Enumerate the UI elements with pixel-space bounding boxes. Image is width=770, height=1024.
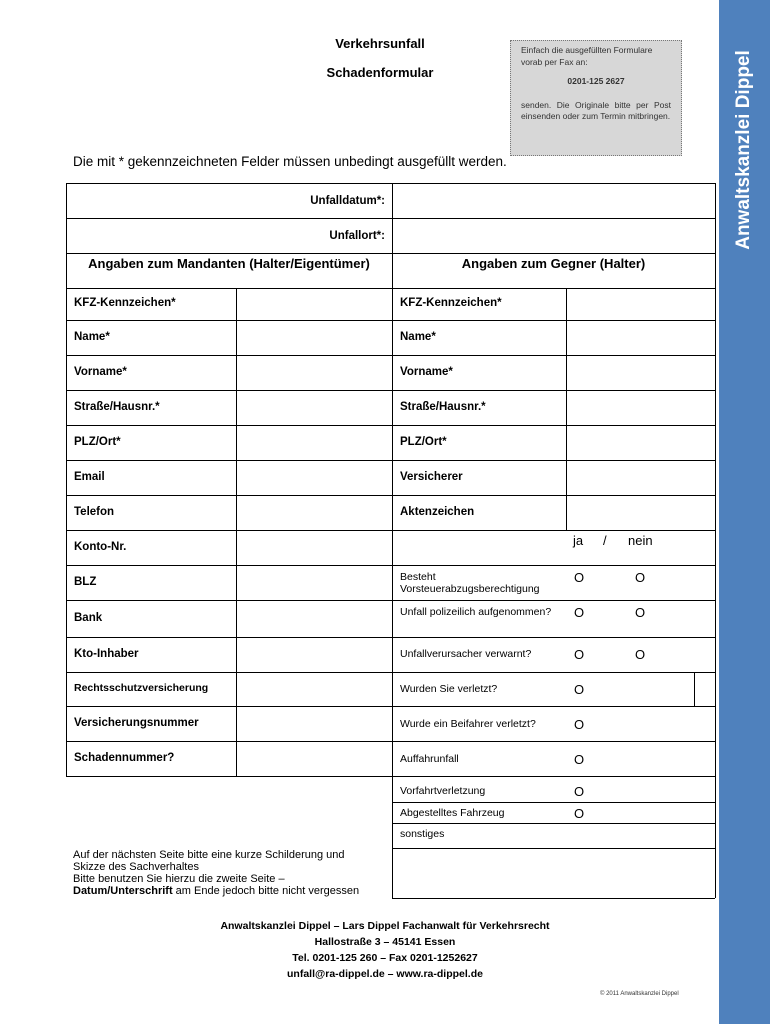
table-line — [392, 848, 715, 849]
question-label: Auffahrunfall — [400, 753, 459, 765]
doc-subtitle: Schadenformular — [326, 65, 434, 80]
question-label: Wurden Sie verletzt? — [400, 683, 498, 695]
client-field-label: Bank — [74, 612, 103, 624]
no-radio[interactable]: O — [635, 570, 646, 585]
client-field-label: Kto-Inhaber — [74, 648, 139, 660]
fax-info-box — [510, 40, 682, 156]
yes-radio[interactable]: O — [574, 806, 585, 821]
table-line — [66, 495, 715, 496]
accident-date-field[interactable] — [394, 185, 713, 216]
opponent-field-input[interactable] — [568, 497, 713, 528]
brand-vertical-title — [719, 0, 770, 260]
table-line — [66, 288, 715, 289]
table-line — [392, 802, 715, 803]
table-line — [66, 637, 715, 638]
question-label: Unfallverursacher verwarnt? — [400, 648, 532, 660]
table-line — [566, 288, 567, 530]
footer-line: Anwaltskanzlei Dippel – Lars Dippel Fachanwalt für Verkehrsrecht — [220, 920, 550, 932]
table-line — [715, 183, 716, 898]
client-field-label: Vorname* — [74, 366, 127, 378]
client-field-input[interactable] — [238, 708, 390, 739]
table-line — [66, 390, 715, 391]
client-field-input[interactable] — [238, 392, 390, 423]
table-line — [66, 218, 715, 219]
client-section-header: Angaben zum Mandanten (Halter/Eigentümer) — [88, 256, 370, 271]
question-label: Wurde ein Beifahrer verletzt? — [400, 718, 536, 730]
slash-label: / — [603, 533, 607, 548]
opponent-field-label: Versicherer — [400, 471, 463, 483]
note-line: Auf der nächsten Seite bitte eine kurze Schilderung und — [73, 849, 345, 861]
yes-radio[interactable]: O — [574, 570, 585, 585]
accident-place-field[interactable] — [394, 220, 713, 251]
note-bold: Datum/Unterschrift — [73, 885, 173, 897]
yes-label: ja — [573, 533, 584, 548]
opponent-field-label: Straße/Hausnr.* — [400, 401, 486, 413]
opponent-section-header: Angaben zum Gegner (Halter) — [461, 256, 646, 271]
footer-line: Tel. 0201-125 260 – Fax 0201-1252627 — [292, 952, 478, 964]
intro-text: Die mit * gekennzeichneten Felder müssen unbedingt ausgefüllt werden. — [73, 154, 507, 169]
client-field-label: Konto-Nr. — [74, 541, 127, 553]
fax-text-2: senden. Die Originale bitte per Post einsenden oder zum Termin mitbringen. — [521, 99, 671, 121]
note-line: Skizze des Sachverhaltes — [73, 861, 199, 873]
table-line — [66, 355, 715, 356]
client-field-label: Rechtsschutzversicherung — [74, 682, 209, 694]
table-line — [236, 288, 237, 776]
yes-radio[interactable]: O — [574, 682, 585, 697]
opponent-field-label: Name* — [400, 331, 436, 343]
table-line — [66, 672, 715, 673]
footer-line: Hallostraße 3 – 45141 Essen — [314, 936, 456, 948]
table-line — [66, 183, 67, 776]
opponent-field-label: Vorname* — [400, 366, 453, 378]
accident-place-label: Unfallort*: — [329, 230, 385, 242]
footer — [150, 918, 620, 982]
opponent-field-input[interactable] — [568, 290, 713, 318]
question-label: Abgestelltes Fahrzeug — [400, 807, 505, 819]
opponent-field-input[interactable] — [568, 322, 713, 353]
table-line — [66, 460, 715, 461]
opponent-field-input[interactable] — [568, 357, 713, 388]
client-field-input[interactable] — [238, 639, 390, 670]
yes-radio[interactable]: O — [574, 752, 585, 767]
note-line — [73, 885, 393, 897]
note-line: Bitte benutzen Sie hierzu die zweite Seite – — [73, 873, 285, 885]
fax-number: 0201-125 2627 — [567, 76, 625, 86]
client-field-input[interactable] — [238, 497, 390, 528]
client-field-label: Telefon — [74, 506, 115, 518]
question-label: Vorfahrtverletzung — [400, 785, 486, 797]
note-end: am Ende jedoch bitte nicht vergessen — [172, 885, 360, 897]
client-field-label: Name* — [74, 331, 110, 343]
question-label: Besteht Vorsteuerabzugsberechtigung — [400, 571, 540, 595]
table-line — [66, 183, 715, 184]
table-line — [66, 741, 715, 742]
opponent-field-input[interactable] — [568, 427, 713, 458]
client-field-label: Schadennummer? — [74, 752, 175, 764]
client-field-input[interactable] — [238, 322, 390, 353]
opponent-field-label: PLZ/Ort* — [400, 436, 447, 448]
opponent-field-label: KFZ-Kennzeichen* — [400, 297, 502, 309]
brand-text: Anwaltskanzlei Dippel — [733, 50, 754, 250]
table-line — [66, 530, 715, 531]
table-line — [66, 253, 715, 254]
client-field-input[interactable] — [238, 532, 390, 563]
table-line — [66, 320, 715, 321]
client-field-label: Email — [74, 471, 105, 483]
opponent-field-label: Aktenzeichen — [400, 506, 475, 518]
fax-text-1: Einfach die ausgefüllten Formulare vorab per Fax an: — [521, 45, 653, 67]
table-line — [66, 776, 715, 777]
no-radio[interactable]: O — [635, 605, 646, 620]
client-field-input[interactable] — [238, 743, 390, 774]
copyright: © 2011 Anwaltskanzlei Dippel — [600, 991, 679, 997]
table-line — [392, 898, 715, 899]
yes-radio[interactable]: O — [574, 784, 585, 799]
yes-radio[interactable]: O — [574, 717, 585, 732]
table-line — [392, 183, 393, 898]
table-line — [392, 823, 715, 824]
yes-radio[interactable]: O — [574, 647, 585, 662]
question-label: Unfall polizeilich aufgenommen? — [400, 606, 552, 618]
question-label: sonstiges — [400, 828, 445, 840]
client-field-label: KFZ-Kennzeichen* — [74, 297, 176, 309]
table-line — [66, 600, 715, 601]
client-field-input[interactable] — [238, 462, 390, 493]
client-field-input[interactable] — [238, 674, 390, 704]
client-field-input[interactable] — [238, 290, 390, 318]
client-field-input[interactable] — [238, 567, 390, 598]
client-field-label: Straße/Hausnr.* — [74, 401, 160, 413]
client-field-label: Versicherungsnummer — [74, 717, 199, 729]
no-radio[interactable]: O — [635, 647, 646, 662]
doc-title: Verkehrsunfall — [335, 36, 425, 51]
note-text — [73, 849, 393, 897]
footer-line: unfall@ra-dippel.de – www.ra-dippel.de — [287, 968, 483, 980]
opponent-field-input[interactable] — [568, 462, 713, 493]
client-field-input[interactable] — [238, 357, 390, 388]
table-line — [694, 672, 695, 706]
yes-radio[interactable]: O — [574, 605, 585, 620]
client-field-label: PLZ/Ort* — [74, 436, 121, 448]
opponent-field-input[interactable] — [568, 392, 713, 423]
table-line — [66, 565, 715, 566]
client-field-label: BLZ — [74, 576, 97, 588]
client-field-input[interactable] — [238, 602, 390, 635]
table-line — [66, 706, 715, 707]
table-line — [66, 425, 715, 426]
client-field-input[interactable] — [238, 427, 390, 458]
no-label: nein — [628, 533, 653, 548]
accident-date-label: Unfalldatum*: — [310, 195, 385, 207]
